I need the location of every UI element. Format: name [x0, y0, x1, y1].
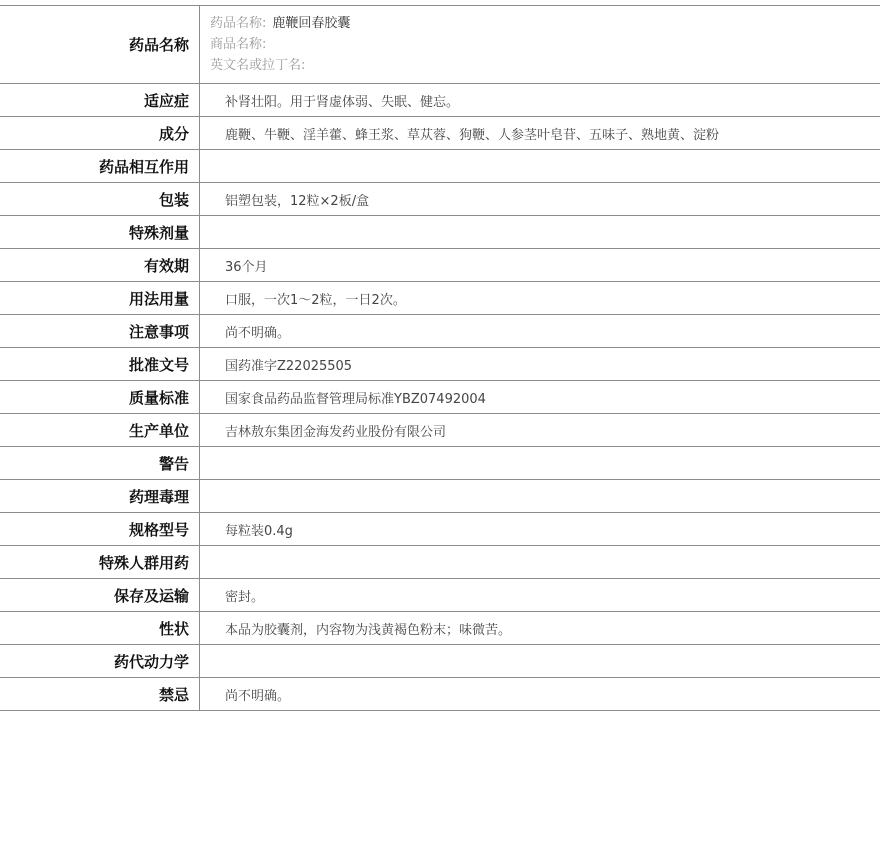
packaging-row [0, 183, 880, 216]
special-population-row [0, 546, 880, 579]
contraindications-label: 禁忌 [0, 678, 200, 710]
trade-name-line [210, 34, 880, 55]
storage-value: 密封。 [225, 589, 265, 605]
specification-label: 规格型号 [0, 513, 200, 545]
english-name-line [210, 55, 880, 76]
approval-number-label: 批准文号 [0, 348, 200, 380]
precautions-row [0, 315, 880, 348]
packaging-label: 包装 [0, 183, 200, 215]
special-population-value [200, 546, 880, 578]
generic-name-line [210, 13, 880, 34]
dosage-label: 用法用量 [0, 282, 200, 314]
description-value: 本品为胶囊剂，内容物为浅黄褐色粉末；味微苦。 [225, 622, 512, 638]
drug-info-table [0, 5, 880, 711]
approval-number-row [0, 348, 880, 381]
indications-value: 补肾壮阳。用于肾虚体弱、失眠、健忘。 [225, 94, 460, 110]
manufacturer-row [0, 414, 880, 447]
storage-row [0, 579, 880, 612]
ingredients-label: 成分 [0, 117, 200, 149]
pharmacokinetics-value [200, 645, 880, 677]
approval-number-value: 国药准字Z22025505 [225, 358, 353, 374]
warning-value [200, 447, 880, 479]
pharmacokinetics-row [0, 645, 880, 678]
dosage-value: 口服，一次1～2粒，一日2次。 [225, 292, 406, 308]
packaging-value: 铝塑包装，12粒×2板/盒 [225, 193, 370, 209]
indications-row [0, 84, 880, 117]
specification-value: 每粒装0.4g [225, 523, 293, 539]
quality-standard-row [0, 381, 880, 414]
shelf-life-row [0, 249, 880, 282]
special-dosage-value [200, 216, 880, 248]
storage-label: 保存及运输 [0, 579, 200, 611]
pharmacology-label: 药理毒理 [0, 480, 200, 512]
manufacturer-label: 生产单位 [0, 414, 200, 446]
dosage-row [0, 282, 880, 315]
english-name-key: 英文名或拉丁名: [210, 58, 306, 73]
special-dosage-label: 特殊剂量 [0, 216, 200, 248]
drug-interactions-row [0, 150, 880, 183]
ingredients-value: 鹿鞭、牛鞭、淫羊藿、蜂王浆、草苁蓉、狗鞭、人参茎叶皂苷、五味子、熟地黄、淀粉 [225, 127, 720, 143]
manufacturer-value: 吉林敖东集团金海发药业股份有限公司 [225, 424, 447, 440]
quality-standard-value: 国家食品药品监督管理局标准YBZ07492004 [225, 391, 486, 407]
pharmacology-value [200, 480, 880, 512]
quality-standard-label: 质量标准 [0, 381, 200, 413]
drug-interactions-value [200, 150, 880, 182]
drug-name-details [200, 6, 880, 83]
specification-row [0, 513, 880, 546]
drug-interactions-label: 药品相互作用 [0, 150, 200, 182]
precautions-value: 尚不明确。 [225, 325, 291, 341]
drug-name-row [0, 6, 880, 84]
special-dosage-row [0, 216, 880, 249]
description-label: 性状 [0, 612, 200, 644]
indications-label: 适应症 [0, 84, 200, 116]
trade-name-key: 商品名称: [210, 37, 267, 52]
precautions-label: 注意事项 [0, 315, 200, 347]
warning-row [0, 447, 880, 480]
pharmacokinetics-label: 药代动力学 [0, 645, 200, 677]
pharmacology-row [0, 480, 880, 513]
generic-name-value: 鹿鞭回春胶囊 [272, 16, 351, 31]
contraindications-row [0, 678, 880, 711]
drug-name-label: 药品名称 [0, 6, 200, 83]
contraindications-value: 尚不明确。 [225, 688, 291, 704]
generic-name-key: 药品名称: [210, 16, 267, 31]
special-population-label: 特殊人群用药 [0, 546, 200, 578]
shelf-life-value: 36个月 [225, 259, 268, 275]
shelf-life-label: 有效期 [0, 249, 200, 281]
description-row [0, 612, 880, 645]
warning-label: 警告 [0, 447, 200, 479]
ingredients-row [0, 117, 880, 150]
